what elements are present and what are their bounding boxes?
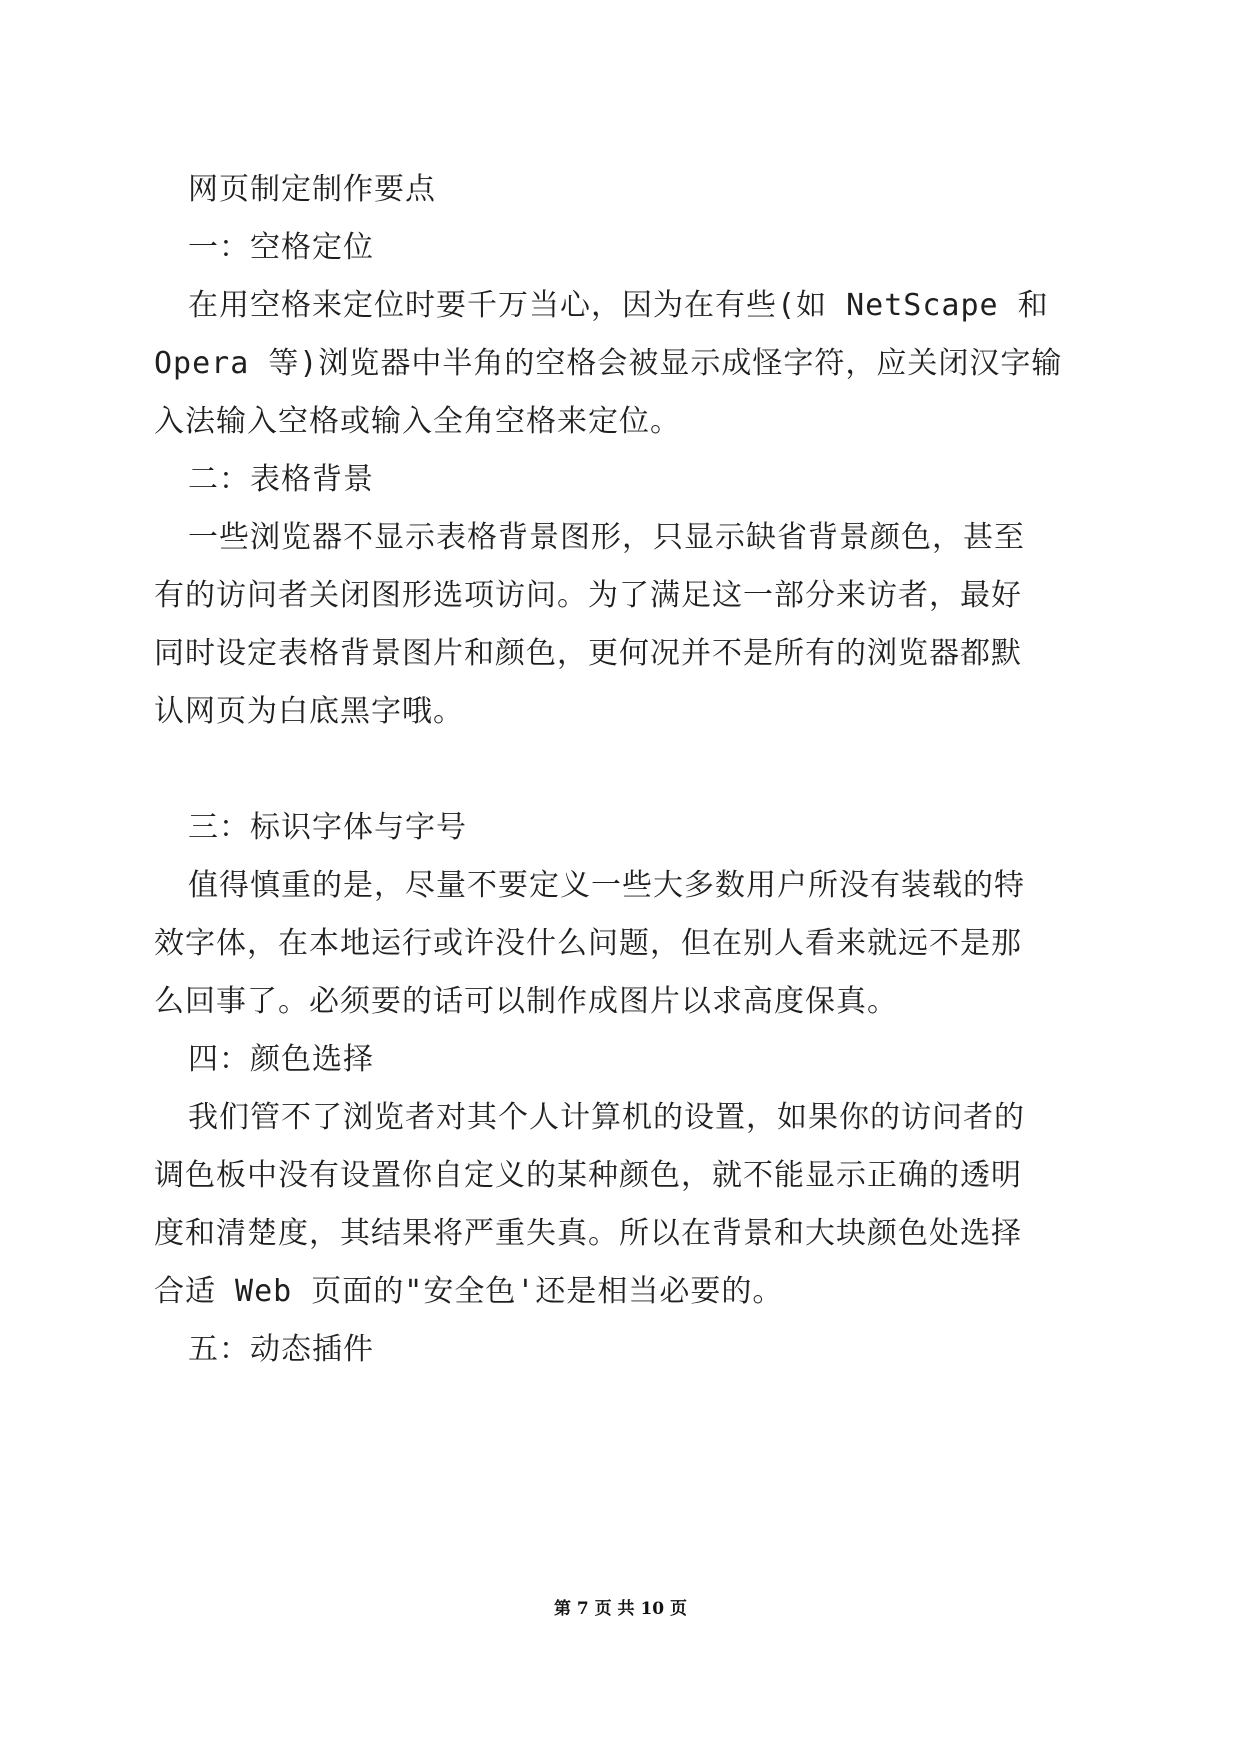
section-3-line-1: 值得慎重的是，尽量不要定义一些大多数用户所没有装载的特	[188, 868, 1025, 903]
section-heading-2: 二：表格背景	[188, 462, 374, 497]
section-2-line-4: 认网页为白底黑字哦。	[154, 694, 464, 729]
section-heading-1: 一：空格定位	[188, 230, 374, 265]
section-3-line-2: 效字体，在本地运行或许没什么问题，但在别人看来就远不是那	[154, 926, 1022, 961]
page-number-footer: 第 7 页 共 10 页	[553, 1599, 688, 1619]
section-1-line-1: 在用空格来定位时要千万当心，因为在有些(如 NetScape 和	[188, 288, 1049, 323]
section-heading-5: 五：动态插件	[188, 1332, 374, 1367]
section-4-line-3: 度和清楚度，其结果将严重失真。所以在背景和大块颜色处选择	[154, 1216, 1022, 1251]
section-4-line-2: 调色板中没有设置你自定义的某种颜色，就不能显示正确的透明	[154, 1158, 1022, 1193]
section-1-line-2: Opera 等)浏览器中半角的空格会被显示成怪字符，应关闭汉字输	[154, 346, 1063, 381]
section-4-line-4: 合适 Web 页面的"安全色'还是相当必要的。	[154, 1274, 784, 1309]
section-heading-3: 三：标识字体与字号	[188, 810, 467, 845]
section-2-line-3: 同时设定表格背景图片和颜色，更何况并不是所有的浏览器都默	[154, 636, 1022, 671]
section-2-line-1: 一些浏览器不显示表格背景图形，只显示缺省背景颜色，甚至	[188, 520, 1025, 555]
section-1-line-3: 入法输入空格或输入全角空格来定位。	[154, 404, 681, 439]
section-heading-4: 四：颜色选择	[188, 1042, 374, 1077]
section-2-line-2: 有的访问者关闭图形选项访问。为了满足这一部分来访者，最好	[154, 578, 1022, 613]
document-title: 网页制定制作要点	[188, 172, 436, 207]
section-4-line-1: 我们管不了浏览者对其个人计算机的设置，如果你的访问者的	[188, 1100, 1025, 1135]
section-3-line-3: 么回事了。必须要的话可以制作成图片以求高度保真。	[154, 984, 898, 1019]
